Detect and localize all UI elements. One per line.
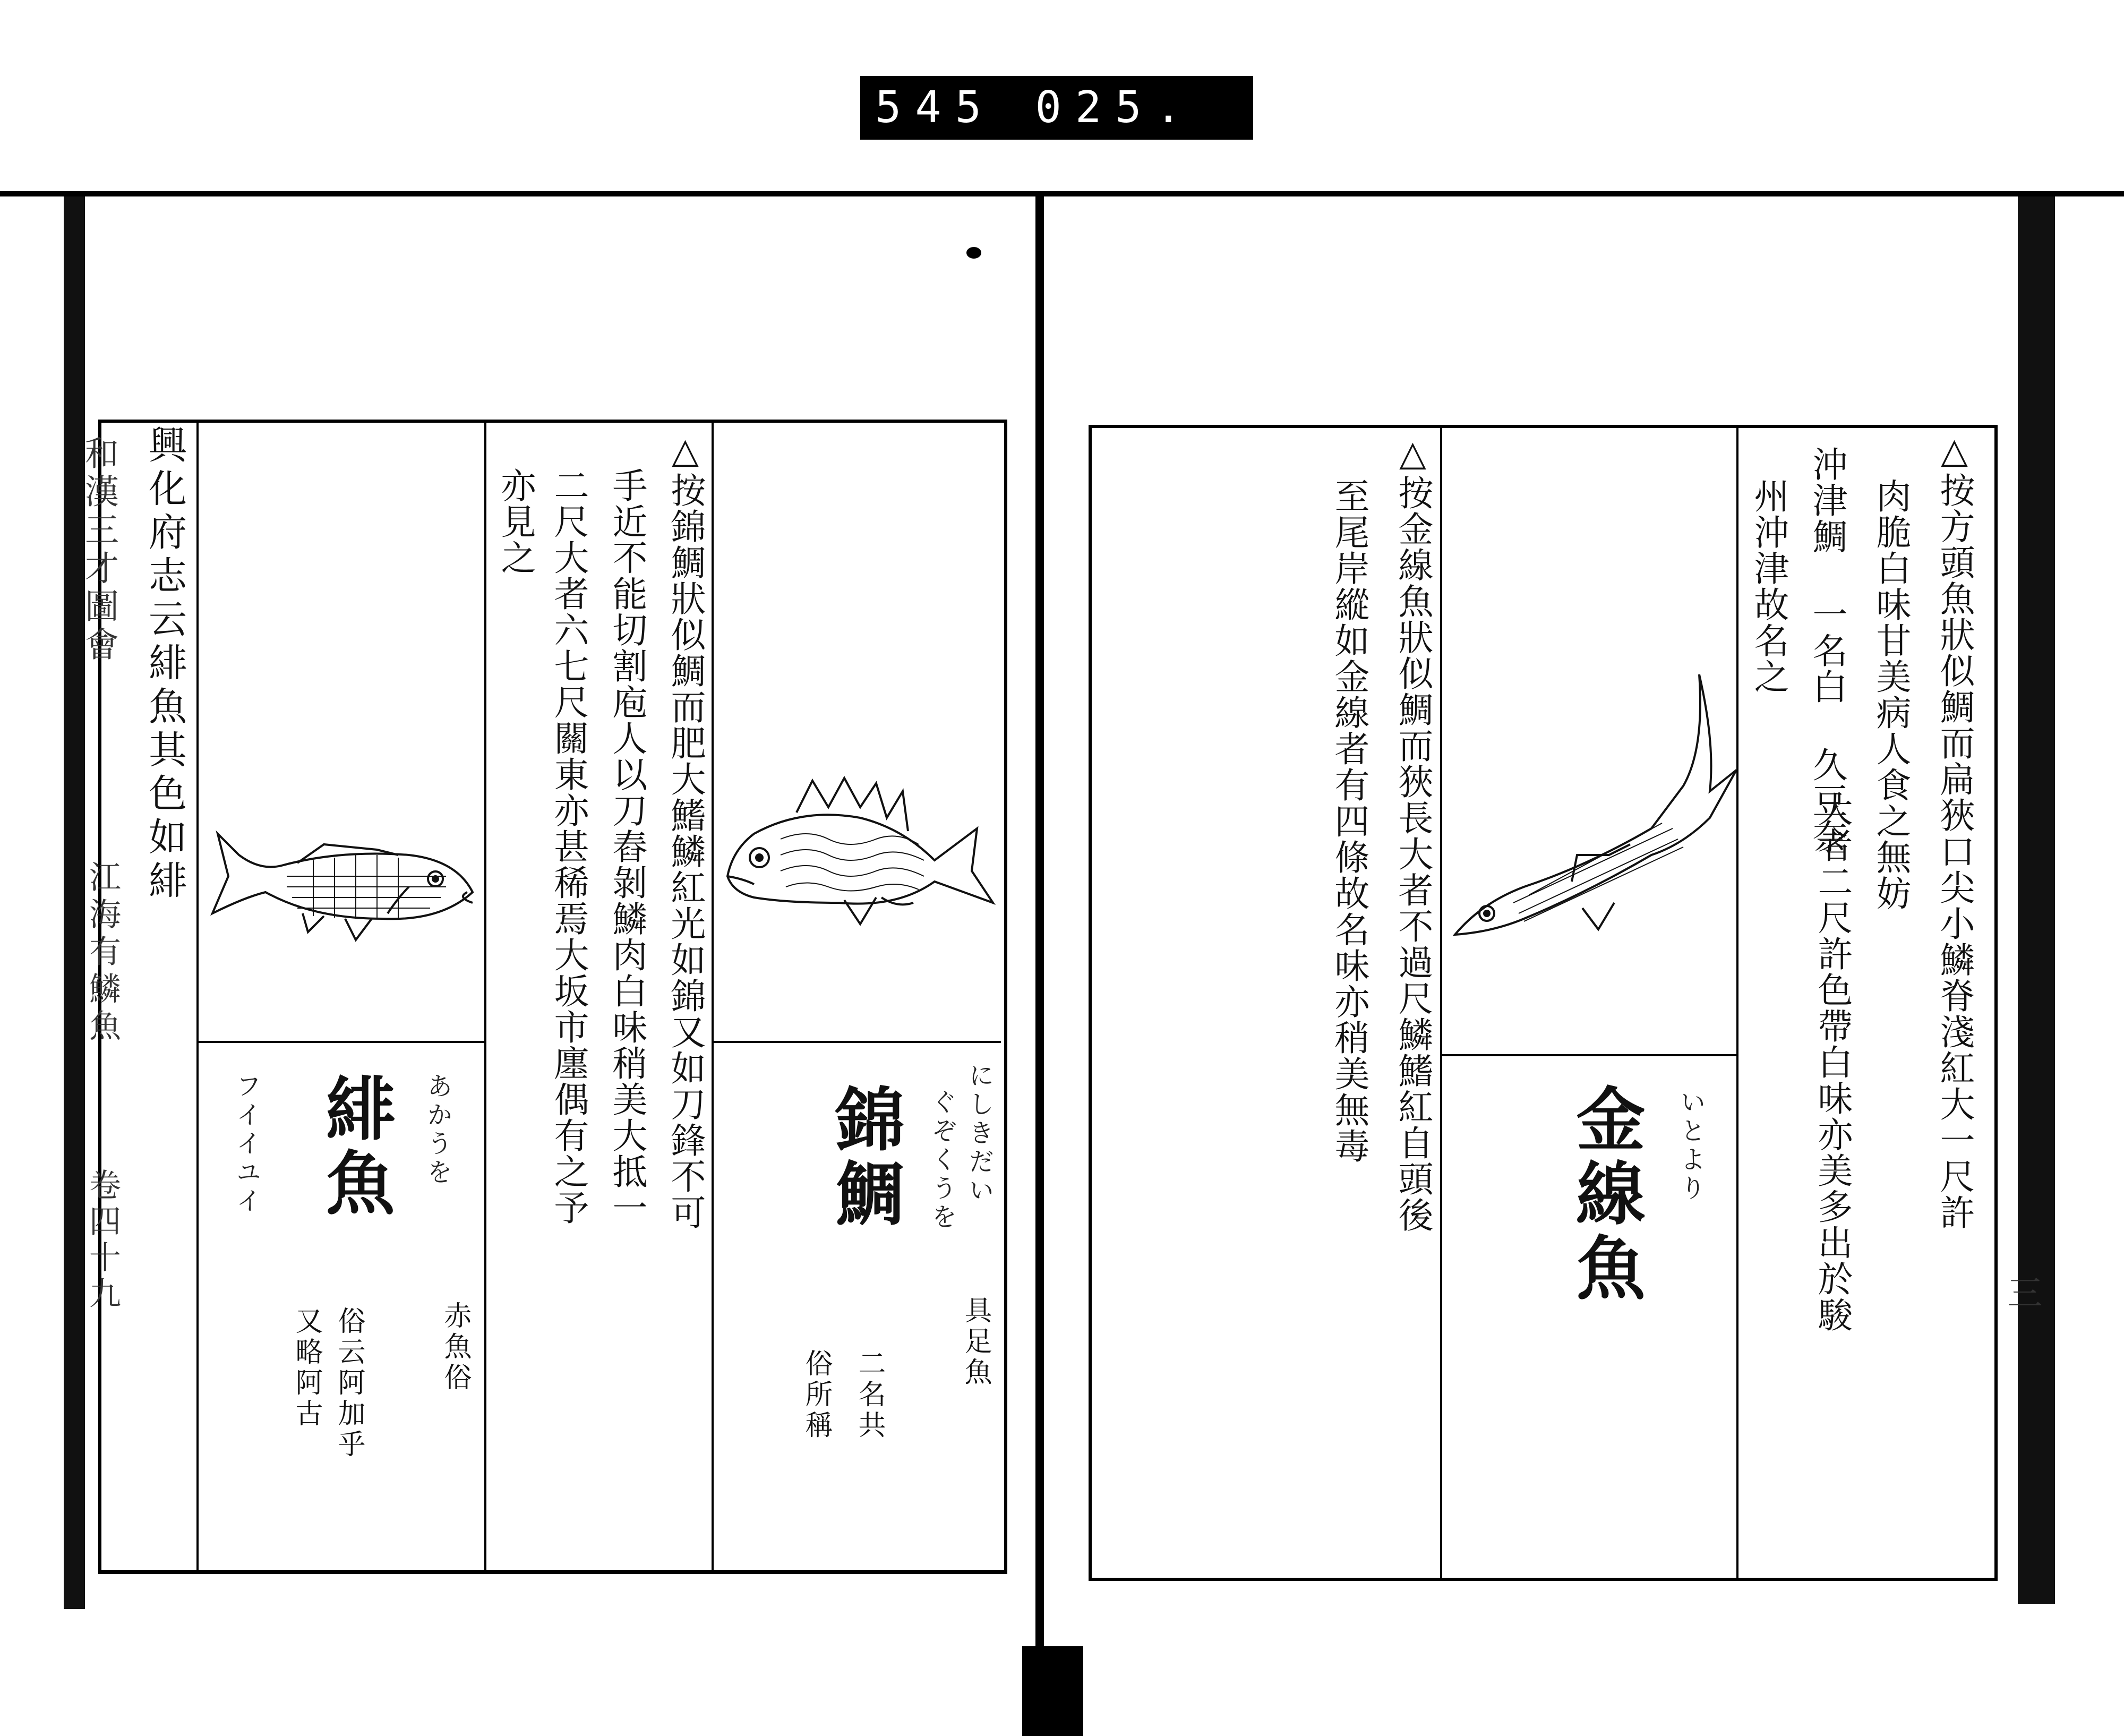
right-col-divider-2	[1736, 428, 1738, 1578]
hi-alt-name-2: 又略阿古	[290, 1306, 322, 1430]
right-fish3-caption-rule	[1440, 1054, 1738, 1056]
amadai-commentary-line-3: 沖津鯛 一名白 久豆奈	[1806, 446, 1847, 855]
hi-fish-illustration	[207, 813, 483, 951]
right-side-folio: 三	[2001, 1275, 2042, 1310]
nishiki-alt-name-2: 俗所稱	[800, 1349, 832, 1441]
hi-kana-reading-right: フイイユイ	[232, 1073, 261, 1216]
left-side-chapter: 江海有鱗魚	[84, 860, 121, 1046]
kinsen-commentary-line-2: 至尾岸縱如金線者有四條故名味亦稍美無毒	[1329, 478, 1369, 1164]
nishiki-alt-name-0: 具足魚	[960, 1296, 991, 1388]
left-side-title: 和漢三才圖會	[79, 435, 118, 665]
right-page-edge	[2018, 196, 2055, 1604]
kinsen-kana-reading: いとより	[1676, 1089, 1706, 1203]
nishiki-commentary-line-2: 手近不能切割庖人以刀舂剝鱗肉白味稍美大抵一	[606, 467, 647, 1226]
spine-shadow	[1022, 1646, 1083, 1736]
left-fish2-caption-rule	[712, 1041, 1001, 1043]
amadai-commentary-line-4: 大者二尺許色帶白味亦美多出於駿	[1812, 791, 1853, 1333]
nishiki-kana-reading-2: ぐぞくうを	[927, 1089, 957, 1232]
hi-fish-title: 緋魚	[314, 1073, 396, 1221]
nishiki-commentary-line-4: 亦見之	[495, 467, 536, 576]
kinsen-fish-illustration	[1450, 653, 1736, 951]
nishiki-fish-illustration	[722, 770, 998, 935]
kinsen-commentary-line-1: △按金線魚狀似鯛而狹長大者不過尺鱗鰭紅自頭後	[1392, 433, 1433, 1233]
stamp-number: 545 025.	[875, 82, 1195, 133]
left-fish1-caption-rule	[196, 1041, 486, 1043]
book-edge	[0, 191, 2124, 196]
amadai-commentary-line-5: 州沖津故名之	[1748, 478, 1789, 695]
left-col-divider-2	[484, 423, 486, 1570]
hi-alt-name-1: 俗云阿加乎	[333, 1306, 365, 1460]
amadai-commentary-line-1: △按方頭魚狀似鯛而扁狹口尖小鱗脊淺紅大一尺許	[1934, 430, 1975, 1230]
nishiki-fish-title: 錦鯛	[824, 1083, 905, 1232]
left-column-text: 興化府志云緋魚其色如緋	[142, 425, 187, 904]
hi-alt-name-0: 赤魚俗	[439, 1301, 471, 1393]
nishiki-kana-reading: にしきだい	[964, 1062, 994, 1205]
ink-spot	[966, 247, 981, 259]
nishiki-commentary-line-1: △按錦鯛狀似鯛而肥大鰭鱗紅光如錦又如刀鋒不可	[665, 430, 706, 1230]
hi-kana-reading: あかうを	[423, 1073, 452, 1187]
nishiki-alt-name-1: 二名共	[853, 1349, 885, 1441]
nishiki-commentary-line-3: 二尺大者六七尺關東亦甚稀焉大坂市廛偶有之予	[548, 467, 589, 1226]
right-col-divider-1	[1440, 428, 1442, 1578]
kinsen-fish-title: 金線魚	[1565, 1083, 1646, 1306]
archive-stamp	[860, 76, 1253, 140]
right-page-frame	[1089, 425, 1998, 1581]
left-col-divider-3	[712, 423, 714, 1570]
book-spine	[1035, 191, 1044, 1736]
left-side-folio: 卷四十九	[84, 1168, 121, 1313]
left-col-divider-1	[196, 423, 199, 1570]
amadai-commentary-line-2: 肉脆白味甘美病人食之無妨	[1870, 478, 1911, 911]
left-bottom-rule	[98, 1572, 1007, 1574]
